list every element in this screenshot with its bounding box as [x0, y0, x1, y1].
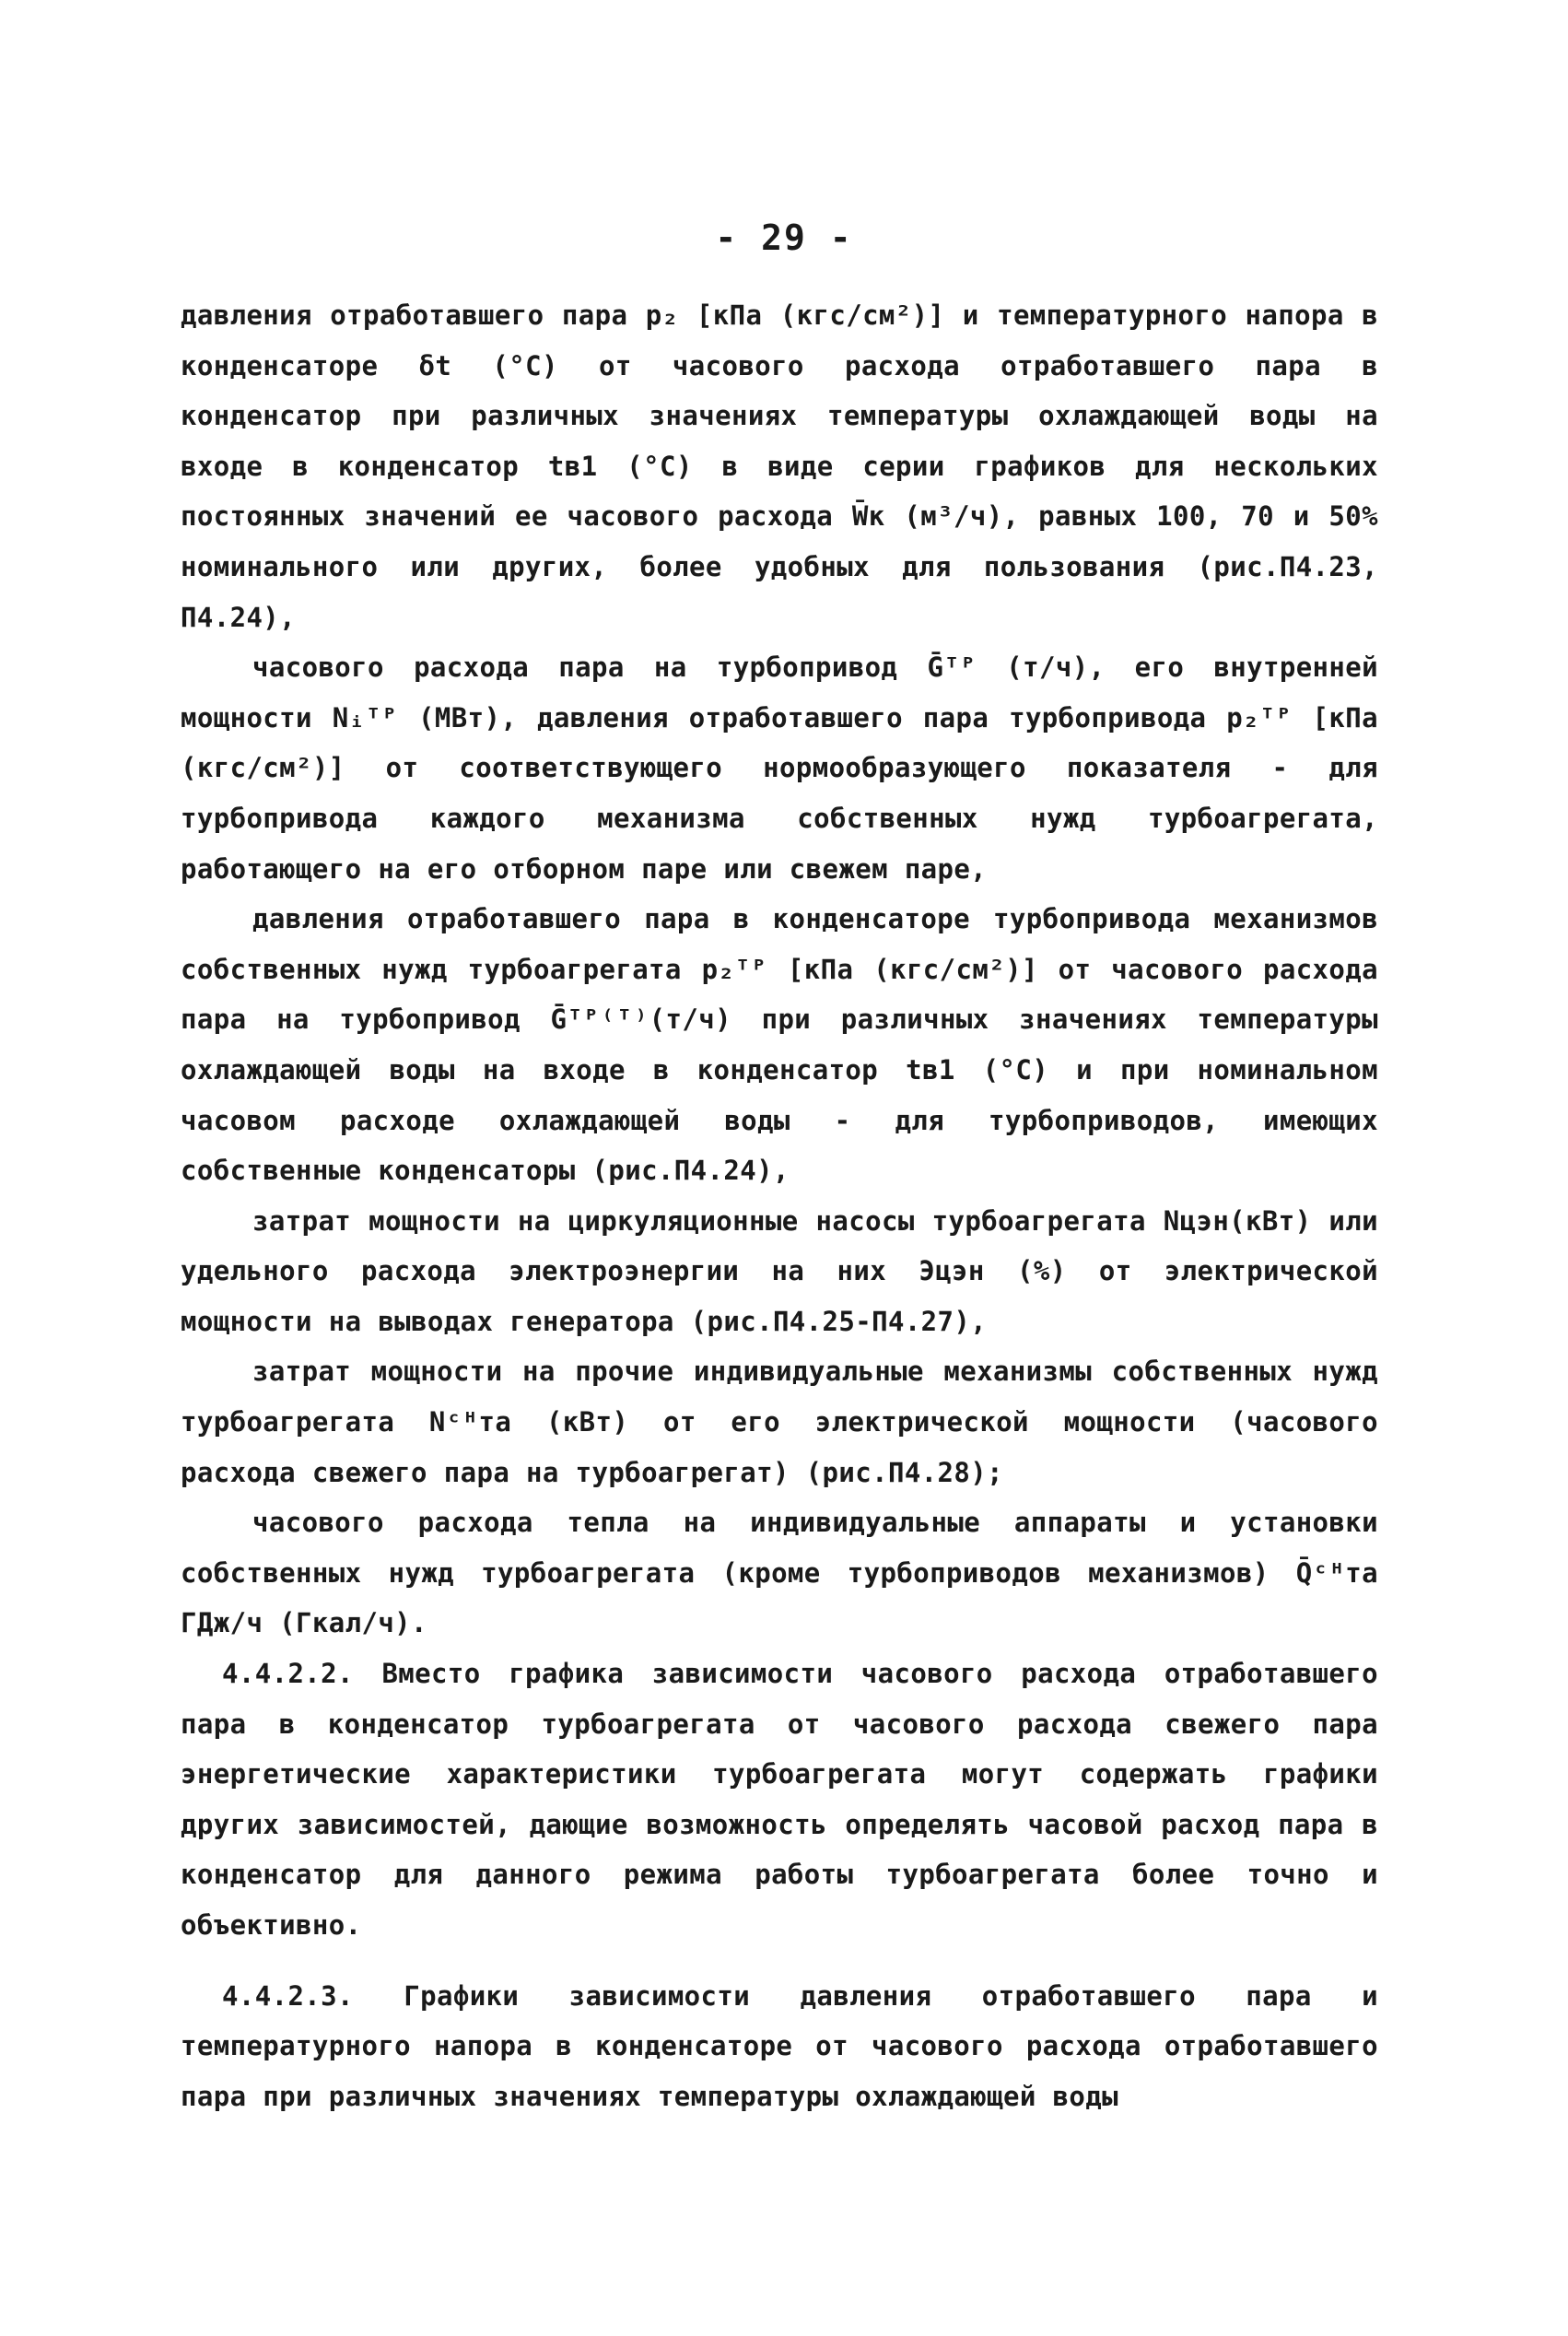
paragraph-turbodrive-condenser: давления отработавшего пара в конденсаторе турбопривода механизмов собственных нужд турбоагрегата p₂ᵀᴾ [кПа (кгс/см²)] от часового расхода пара на турбопривод Ḡᵀᴾ⁽ᵀ⁾(т/ч) при различных значениях температуры охлаждающей воды на входе в конденсатор tв1 (°С) и при номинальном часовом расходе охлаждающей воды - для турбоприводов, имеющих собственные конденсаторы (рис.П4.24),	[181, 903, 1378, 1187]
paragraph-heat-consumption: часового расхода тепла на индивидуальные аппараты и установки собственных нужд турбоагрегата (кроме турбоприводов механизмов) Q̄ᶜᴴта ГДж/ч (Гкал/ч).	[181, 1507, 1378, 1639]
paragraph-turbodrive-flow: часового расхода пара на турбопривод Ḡᵀᴾ (т/ч), его внутренней мощности Nᵢᵀᴾ (МВт), давления отработавшего пара турбопривода p₂ᵀᴾ [кПа (кгс/см²)] от соответствующего нормообразующего показателя - для турбопривода каждого механизма собственных нужд турбоагрегата, работающего на его отборном паре или свежем паре,	[181, 651, 1378, 885]
paragraph-auxiliary-mechanisms: затрат мощности на прочие индивидуальные механизмы собственных нужд турбоагрегата Nᶜᴴта (кВт) от его электрической мощности (часового расхода свежего пара на турбоагрегат) (рис.П4.28);	[181, 1356, 1378, 1488]
page-number: - 29 -	[715, 217, 853, 258]
document-body	[181, 290, 1378, 2121]
section-4-4-2-2: 4.4.2.2. Вместо графика зависимости часового расхода отработавшего пара в конденсатор турбоагрегата от часового расхода свежего пара энергетические характеристики турбоагрегата могут содержать графики других зависимостей, дающие возможность определять часовой расход пара в конденсатор для данного режима работы турбоагрегата более точно и объективно.	[181, 1658, 1378, 1941]
paragraph-circulation-pumps: затрат мощности на циркуляционные насосы турбоагрегата Nцэн(кВт) или удельного расхода электроэнергии на них Эцэн (%) от электрической мощности на выводах генератора (рис.П4.25-П4.27),	[181, 1204, 1378, 1337]
paragraph-condenser-pressure: давления отработавшего пара p₂ [кПа (кгс/см²)] и температурного напора в конденсаторе δt (°С) от часового расхода отработавшего пара в конденсатор при различных значениях температуры охлаждающей воды на входе в конденсатор tв1 (°С) в виде серии графиков для нескольких постоянных значений ее часового расхода W̄к (м³/ч), равных 100, 70 и 50% номинального или других, более удобных для пользования (рис.П4.23, П4.24),	[181, 299, 1378, 633]
section-4-4-2-3: 4.4.2.3. Графики зависимости давления отработавшего пара и температурного напора в конденсаторе от часового расхода отработавшего пара при различных значениях температуры охлаждающей воды	[181, 1979, 1378, 2112]
